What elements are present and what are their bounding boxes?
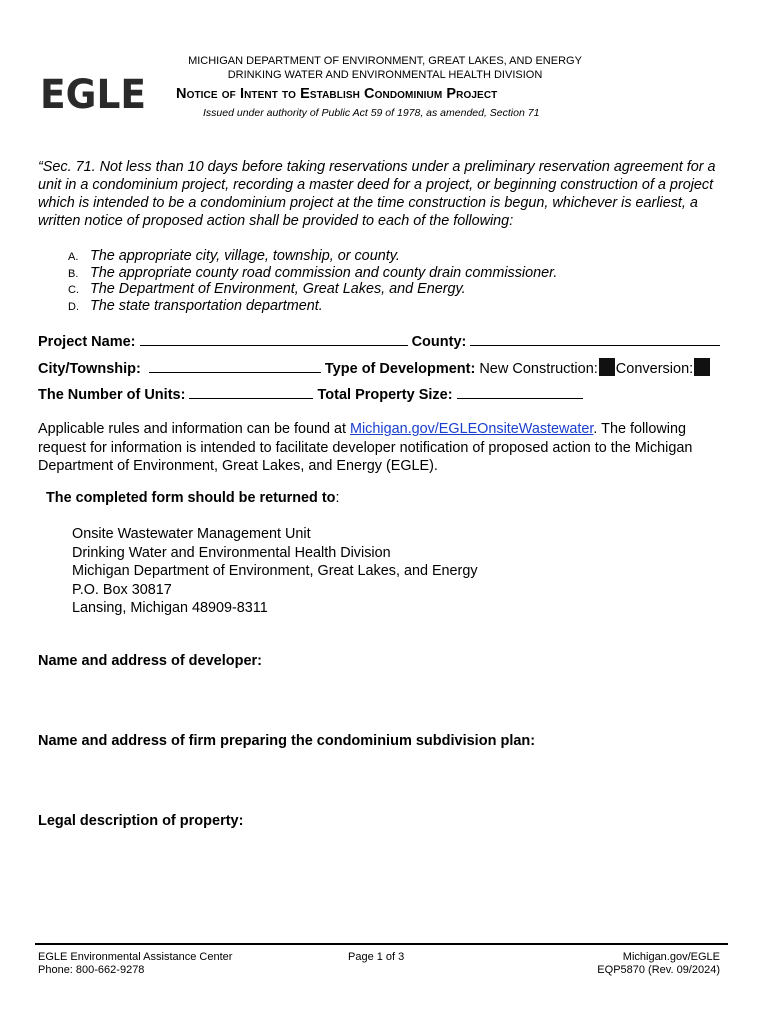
city-label: City/Township: xyxy=(38,361,141,377)
footer-divider xyxy=(35,943,728,945)
project-row xyxy=(38,332,720,350)
return-address xyxy=(72,525,478,618)
list-item: A. The appropriate city, village, township, or county. xyxy=(68,248,400,264)
form-authority: Issued under authority of Public Act 59 of 1978, as amended, Section 71 xyxy=(203,107,540,119)
notice-recipient-list xyxy=(68,249,557,315)
agency-name: MICHIGAN DEPARTMENT OF ENVIRONMENT, GREAT LAKES, AND ENERGY xyxy=(188,55,582,67)
new-construction-label: New Construction: xyxy=(479,361,598,377)
conversion-checkbox[interactable] xyxy=(694,358,710,376)
project-name-label: Project Name: xyxy=(38,334,136,350)
logo-text: EGLE xyxy=(40,74,146,112)
new-construction-checkbox[interactable] xyxy=(599,358,615,376)
list-item: B. The appropriate county road commission and county drain commissioner. xyxy=(68,264,558,281)
legal-description-label: Legal description of property: xyxy=(38,813,244,829)
form-title: Notice of Intent to Establish Condominium Project xyxy=(176,86,498,102)
footer-contact: EGLE Environmental Assistance Center Phone: 800-662-9278 xyxy=(38,951,233,976)
address-line: Onsite Wastewater Management Unit xyxy=(72,526,311,542)
onsite-wastewater-link[interactable]: Michigan.gov/EGLEOnsiteWastewater xyxy=(350,421,594,437)
list-item: D. The state transportation department. xyxy=(68,297,323,314)
division-name: DRINKING WATER AND ENVIRONMENTAL HEALTH DIVISION xyxy=(227,69,543,81)
address-line: Michigan Department of Environment, Great Lakes, and Energy xyxy=(72,563,478,579)
address-line: P.O. Box 30817 xyxy=(72,581,172,598)
egle-logo xyxy=(40,74,146,112)
county-field[interactable] xyxy=(470,332,720,346)
page-number: Page 1 of 3 xyxy=(348,951,405,963)
project-name-field[interactable] xyxy=(140,332,408,346)
conversion-label: Conversion: xyxy=(615,361,694,377)
info-paragraph: Applicable rules and information can be found at Michigan.gov/EGLEOnsiteWastewater. The following request for information is intended to facilitate developer notification of proposed action to the Michigan Department of Environment, Great Lakes, and Energy (EGLE). xyxy=(38,421,693,474)
statute-quote: “Sec. 71. Not less than 10 days before taking reservations under a preliminary reservation agreement for a unit in a condominium project, recording a master deed for a project, or beginning construction of a project which is intended to be a condominium project at the time construction is begun, whichever is earliest, a written notice of proposed action shall be provided to each of the following: xyxy=(38,159,716,229)
property-size-field[interactable] xyxy=(457,385,583,399)
return-heading: The completed form should be returned to: xyxy=(46,490,340,506)
developer-label: Name and address of developer: xyxy=(38,653,263,669)
dev-type-label: Type of Development: xyxy=(324,361,476,377)
units-label: The Number of Units: xyxy=(38,387,186,403)
property-size-label: Total Property Size: xyxy=(317,387,453,403)
units-row xyxy=(38,385,583,403)
footer-form-id: Michigan.gov/EGLE EQP5870 (Rev. 09/2024) xyxy=(597,951,720,976)
city-field[interactable] xyxy=(149,359,321,373)
list-item: C. The Department of Environment, Great Lakes, and Energy. xyxy=(68,281,466,297)
firm-label: Name and address of firm preparing the condominium subdivision plan: xyxy=(38,733,536,749)
city-row xyxy=(38,358,711,377)
address-line: Lansing, Michigan 48909-8311 xyxy=(72,600,268,616)
address-line: Drinking Water and Environmental Health Division xyxy=(72,544,391,561)
units-field[interactable] xyxy=(189,385,313,399)
county-label: County: xyxy=(411,334,467,350)
